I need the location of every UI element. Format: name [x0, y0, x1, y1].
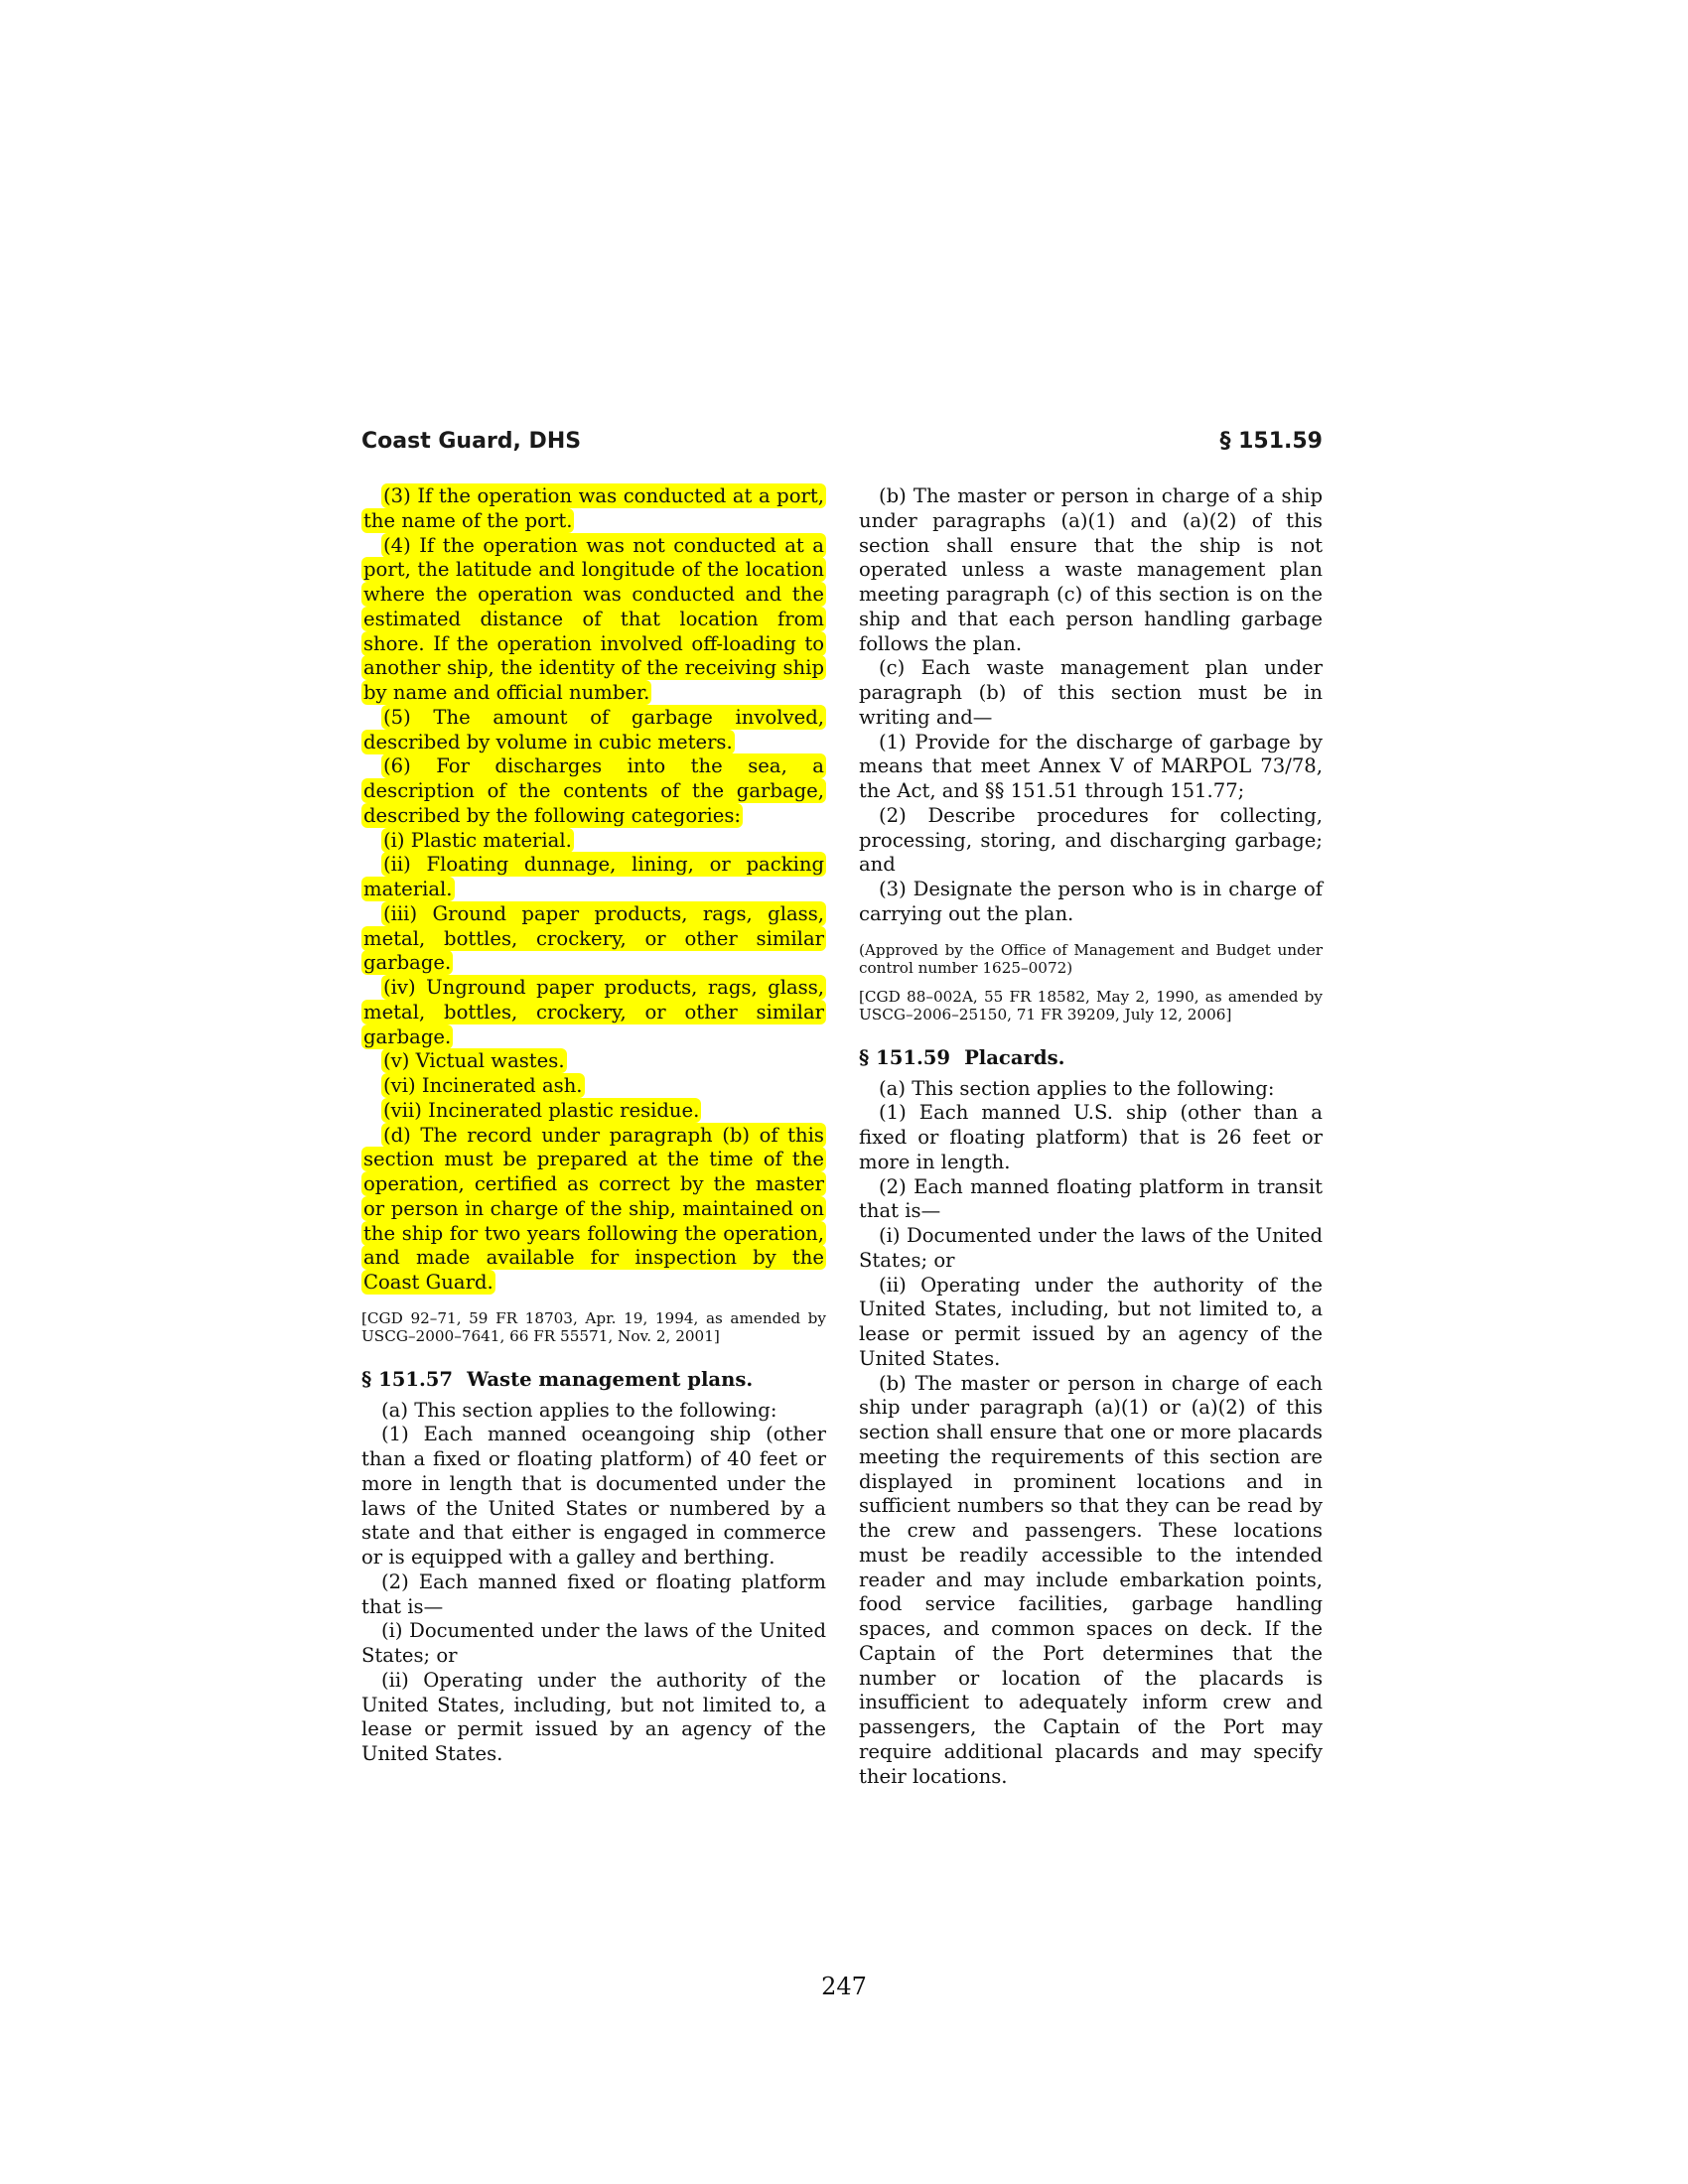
paragraph: (1) Provide for the discharge of garbage by means that meet Annex V of MARPOL 73/78, the Act, and §§ 151.51 through 151.77; [859, 730, 1323, 802]
paragraph-d-record [361, 1124, 826, 1296]
paragraph: (ii) Operating under the authority of the United States, including, but not limited to, a lease or permit issued by an agency of the United States. [361, 1668, 826, 1766]
header-agency: Coast Guard, DHS [361, 429, 582, 454]
paragraph-4-location [361, 534, 826, 706]
paragraph: (b) The master or person in charge of each ship under paragraph (a)(1) or (a)(2) of this section shall ensure that one or more placards meeting the requirements of this section are displayed in prominent locations and in sufficient numbers so that they can be read by the crew and passengers. These locations must be readily accessible to the intended reader and may include embarkation points, food service facilities, garbage handling spaces, and common spaces on deck. If the Captain of the Port determines that the number or location of the placards is insufficient to adequately inform crew and passengers, the Captain of the Port may require additional placards and may specify their locations. [859, 1371, 1323, 1788]
section-number: § 151.59 [859, 1045, 951, 1069]
highlighted-text: (d) The record under paragraph (b) of this section must be prepared at the time of the operation, certified as correct by the master or person in charge of the ship, maintained on the ship for two years following the operation, and made available for inspection by the Coast Guard. [363, 1123, 824, 1294]
paragraph-3-port [361, 484, 826, 534]
section-heading-151-57 [361, 1368, 826, 1393]
section-number: § 151.57 [361, 1367, 454, 1391]
paragraph: (1) Each manned U.S. ship (other than a fixed or floating platform) that is 26 feet or more in length. [859, 1101, 1323, 1173]
category-ii [361, 853, 826, 902]
header-section-number: § 151.59 [1219, 429, 1323, 454]
running-header [361, 429, 1323, 459]
paragraph: (b) The master or person in charge of a ship under paragraphs (a)(1) and (a)(2) of this section shall ensure that the ship is not operated unless a waste management plan meeting paragraph (c) of this section is on the ship and that each person handling garbage follows the plan. [859, 484, 1323, 655]
paragraph: (2) Each manned fixed or floating platform that is— [361, 1570, 826, 1618]
source-citation: [CGD 88–002A, 55 FR 18582, May 2, 1990, as amended by USCG–2006–25150, 71 FR 39209, July 12, 2006] [859, 987, 1323, 1024]
left-column [361, 484, 826, 1767]
highlighted-text: (vi) Incinerated ash. [383, 1074, 583, 1097]
right-column [859, 484, 1323, 1789]
highlighted-text: (6) For discharges into the sea, a description of the contents of the garbage, described by the following categories: [363, 754, 824, 827]
paragraph: (i) Documented under the laws of the United States; or [361, 1619, 826, 1668]
paragraph: (c) Each waste management plan under paragraph (b) of this section must be in writing and— [859, 656, 1323, 729]
highlighted-text: (i) Plastic material. [383, 828, 572, 852]
paragraph-6-discharges [361, 754, 826, 828]
paragraph: (1) Each manned oceangoing ship (other than a fixed or floating platform) of 40 feet or more in length that is documented under the laws of the United States or numbered by a state and that either is engaged in commerce or is equipped with a galley and berthing. [361, 1423, 826, 1570]
section-title: Placards. [964, 1045, 1065, 1069]
category-iv [361, 976, 826, 1049]
section-heading-151-59 [859, 1046, 1323, 1071]
paragraph: (3) Designate the person who is in charge of carrying out the plan. [859, 878, 1323, 925]
highlighted-text: (ii) Floating dunnage, lining, or packing material. [363, 853, 824, 900]
highlighted-text: (3) If the operation was conducted at a port, the name of the port. [363, 484, 824, 532]
paragraph: (2) Each manned floating platform in transit that is— [859, 1174, 1323, 1223]
source-citation: [CGD 92–71, 59 FR 18703, Apr. 19, 1994, as amended by USCG–2000–7641, 66 FR 55571, Nov. 2, 2001] [361, 1308, 826, 1346]
category-iii [361, 902, 826, 976]
paragraph: (i) Documented under the laws of the United States; or [859, 1224, 1323, 1272]
paragraph: (2) Describe procedures for collecting, processing, storing, and discharging garbage; and [859, 803, 1323, 877]
category-vi [361, 1074, 826, 1099]
paragraph: (a) This section applies to the following: [381, 1398, 777, 1422]
page-number: 247 [821, 1973, 867, 2000]
omb-approval-note: (Approved by the Office of Management and Budget under control number 1625–0072) [859, 940, 1323, 978]
category-vii [361, 1099, 826, 1124]
highlighted-text: (5) The amount of garbage involved, described by volume in cubic meters. [363, 705, 824, 753]
highlighted-text: (iii) Ground paper products, rags, glass, metal, bottles, crockery, or other similar garbage. [363, 901, 824, 975]
section-title: Waste management plans. [467, 1367, 754, 1391]
category-i [361, 829, 826, 854]
highlighted-text: (v) Victual wastes. [383, 1049, 565, 1073]
highlighted-text: (vii) Incinerated plastic residue. [383, 1098, 700, 1122]
category-v [361, 1049, 826, 1074]
paragraph: (a) This section applies to the following: [879, 1076, 1275, 1100]
paragraph: (ii) Operating under the authority of the United States, including, but not limited to, a lease or permit issued by an agency of the United States. [859, 1273, 1323, 1370]
paragraph-5-amount [361, 706, 826, 755]
highlighted-text: (4) If the operation was not conducted at a port, the latitude and longitude of the location where the operation was conducted and the estimated distance of that location from shore. If the operation involved off-loading to another ship, the identity of the receiving ship by name and official number. [363, 533, 824, 704]
highlighted-text: (iv) Unground paper products, rags, glass, metal, bottles, crockery, or other similar garbage. [363, 976, 824, 1048]
